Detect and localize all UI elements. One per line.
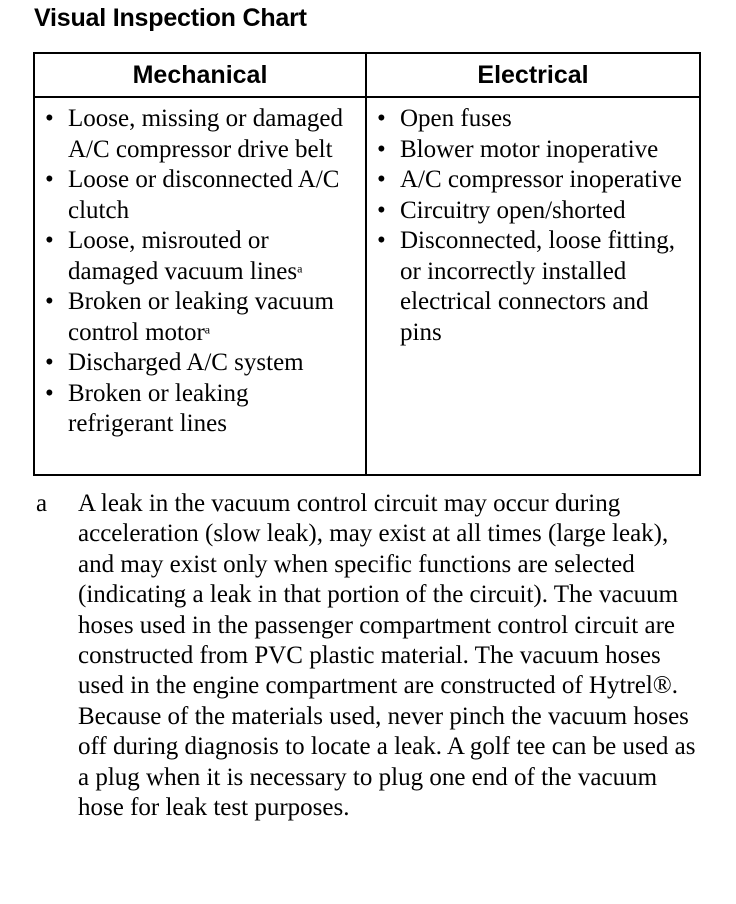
mechanical-item-text: Broken or leaking vacuum control motor — [68, 288, 334, 346]
bullet-icon: • — [377, 135, 386, 163]
list-item — [43, 379, 359, 440]
mechanical-item-text: Loose, misrouted or damaged vacuum lines — [68, 227, 298, 285]
bullet-icon: • — [45, 166, 54, 193]
list-item — [43, 226, 359, 287]
electrical-item-text: A/C compressor inoperative — [400, 166, 682, 193]
mechanical-item-text: Broken or leaking refrigerant lines — [68, 379, 249, 437]
mechanical-cell — [34, 97, 366, 475]
electrical-item-text: Open fuses — [400, 105, 512, 132]
mechanical-list — [43, 104, 359, 440]
electrical-item-text: Circuitry open/shorted — [400, 196, 626, 224]
bullet-icon: • — [377, 105, 386, 132]
electrical-item-text: Disconnected, loose fitting, or incorrectly installed electrical connectors and pins — [400, 227, 675, 346]
list-item — [375, 226, 693, 348]
column-header-mechanical: Mechanical — [34, 53, 366, 97]
column-header-electrical: Electrical — [366, 53, 700, 97]
list-item — [43, 165, 359, 226]
electrical-cell — [366, 97, 700, 475]
mechanical-item-text: Loose, missing or damaged A/C compressor drive belt — [68, 105, 343, 163]
list-item — [375, 135, 693, 166]
list-item — [43, 287, 359, 348]
bullet-icon: • — [45, 349, 54, 376]
mechanical-item-text: Discharged A/C system — [68, 349, 304, 376]
footnote — [36, 489, 700, 823]
bullet-icon: • — [377, 196, 386, 224]
list-item — [375, 165, 693, 196]
table-row — [34, 97, 700, 475]
mechanical-item-text: Loose or disconnected A/C clutch — [68, 166, 340, 224]
inspection-table — [33, 52, 701, 476]
table-header-row — [34, 53, 700, 97]
list-item — [43, 348, 359, 379]
page-title: Visual Inspection Chart — [34, 4, 307, 32]
list-item — [375, 196, 693, 227]
list-item — [43, 104, 359, 165]
footnote-reference: a — [297, 260, 303, 275]
bullet-icon: • — [45, 105, 54, 132]
electrical-item-text: Blower motor inoperative — [400, 135, 659, 163]
footnote-reference: a — [204, 321, 211, 336]
footnote-text: A leak in the vacuum control circuit may occur during acceleration (slow leak), may exist at all times (large leak), and may exist only when specific functions are selected (indicating a leak in that portion of the circuit). The vacuum hoses used in the passenger compartment control circuit are constructed from PVC plastic material. The vacuum hoses used in the engine compartment are constructed of Hytrel®. Because of the materials used, never pinch the vacuum hoses off during diagnosis to locate a leak. A golf tee can be used as a plug when it is necessary to plug one end of the vacuum hose for leak test purposes. — [78, 490, 696, 822]
bullet-icon: • — [45, 227, 54, 254]
list-item — [375, 104, 693, 135]
bullet-icon: • — [45, 288, 54, 315]
bullet-icon: • — [45, 379, 54, 407]
electrical-list — [375, 104, 693, 348]
bullet-icon: • — [377, 166, 386, 193]
footnote-marker: a — [36, 490, 48, 517]
bullet-icon: • — [377, 227, 386, 254]
